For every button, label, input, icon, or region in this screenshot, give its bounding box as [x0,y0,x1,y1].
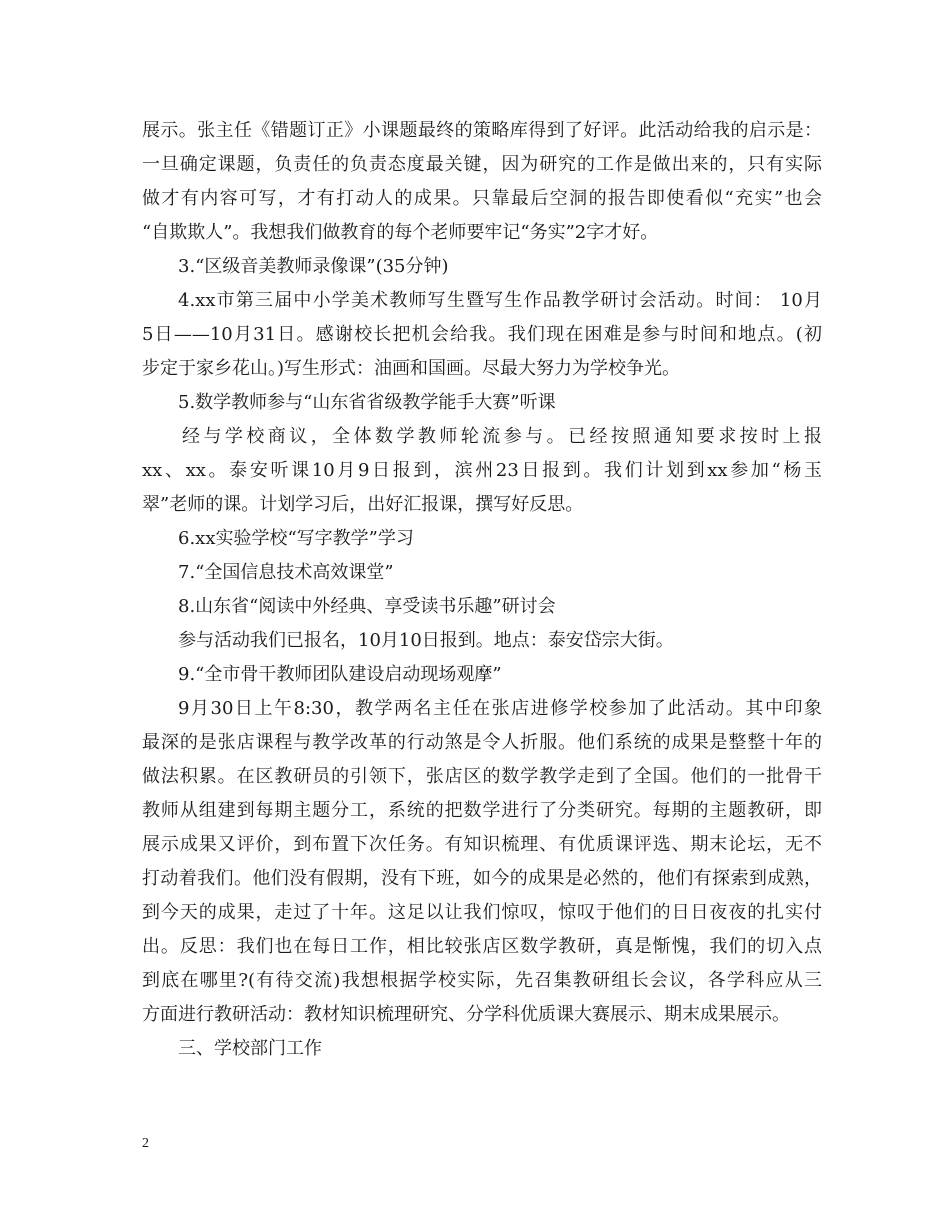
text-line: 经与学校商议，全体数学教师轮流参与。已经按照通知要求按时上报 [182,426,822,447]
text-line: “自欺欺人”。我想我们做教育的每个老师要牢记“务实”2字才好。 [142,222,659,243]
text-line: 教师从组建到每期主题分工，系统的把数学进行了分类研究。每期的主题教研，即 [142,800,822,821]
text-line: 展示成果又评价，到布置下次任务。有知识梳理、有优质课评选、期末论坛，无不 [142,834,822,855]
text-line: 出。反思：我们也在每日工作，相比较张店区数学教研，真是惭愧，我们的切入点 [142,936,822,957]
text-line: 步定于家乡花山。)写生形式：油画和国画。尽最大努力为学校争光。 [142,358,681,379]
text-line: 方面进行教研活动：教材知识梳理研究、分学科优质课大赛展示、期末成果展示。 [142,1004,790,1025]
list-item-heading: 6.xx实验学校“写字教学”学习 [178,528,414,549]
list-item-heading: 5.数学教师参与“山东省省级教学能手大赛”听课 [178,392,556,413]
list-item-heading: 9.“全市骨干教师团队建设启动现场观摩” [178,664,502,685]
text-line: 做法积累。在区教研员的引领下，张店区的数学教学走到了全国。他们的一批骨干 [142,766,822,787]
text-line: 9月30日上午8:30，教学两名主任在张店进修学校参加了此活动。其中印象 [178,698,822,719]
page-number: 2 [142,1136,149,1151]
text-line: 到底在哪里?(有待交流)我想根据学校实际，先召集教研组长会议，各学科应从三 [142,970,822,991]
text-line: 一旦确定课题，负责任的负责态度最关键，因为研究的工作是做出来的，只有实际 [142,154,822,175]
list-item-heading: 7.“全国信息技术高效课堂” [178,562,394,583]
text-line: 翠”老师的课。计划学习后，出好汇报课，撰写好反思。 [142,494,584,515]
list-item-heading: 8.山东省“阅读中外经典、享受读书乐趣”研讨会 [178,596,556,617]
text-line: 做才有内容可写，才有打动人的成果。只靠最后空洞的报告即使看似“充实”也会 [142,188,822,209]
list-item-heading: 3.“区级音美教师录像课”(35分钟) [178,256,449,277]
section-heading: 三、学校部门工作 [178,1038,322,1059]
text-line: xx、xx。泰安听课10月9日报到，滨州23日报到。我们计划到xx参加“杨玉 [142,460,822,481]
text-line: 到今天的成果，走过了十年。这足以让我们惊叹，惊叹于他们的日日夜夜的扎实付 [142,902,822,923]
body-text [142,114,822,1066]
text-line: 5日——10月31日。感谢校长把机会给我。我们现在困难是参与时间和地点。(初 [142,324,822,345]
text-line: 展示。张主任《错题订正》小课题最终的策略库得到了好评。此活动给我的启示是： [142,120,822,141]
text-line: 4.xx市第三届中小学美术教师写生暨写生作品教学研讨会活动。时间： 10月 [178,290,822,311]
text-line: 打动着我们。他们没有假期，没有下班，如今的成果是必然的，他们有探索到成熟， [142,868,822,889]
text-line: 最深的是张店课程与教学改革的行动煞是令人折服。他们系统的成果是整整十年的 [142,732,822,753]
text-line: 参与活动我们已报名，10月10日报到。地点：泰安岱宗大街。 [178,630,674,651]
